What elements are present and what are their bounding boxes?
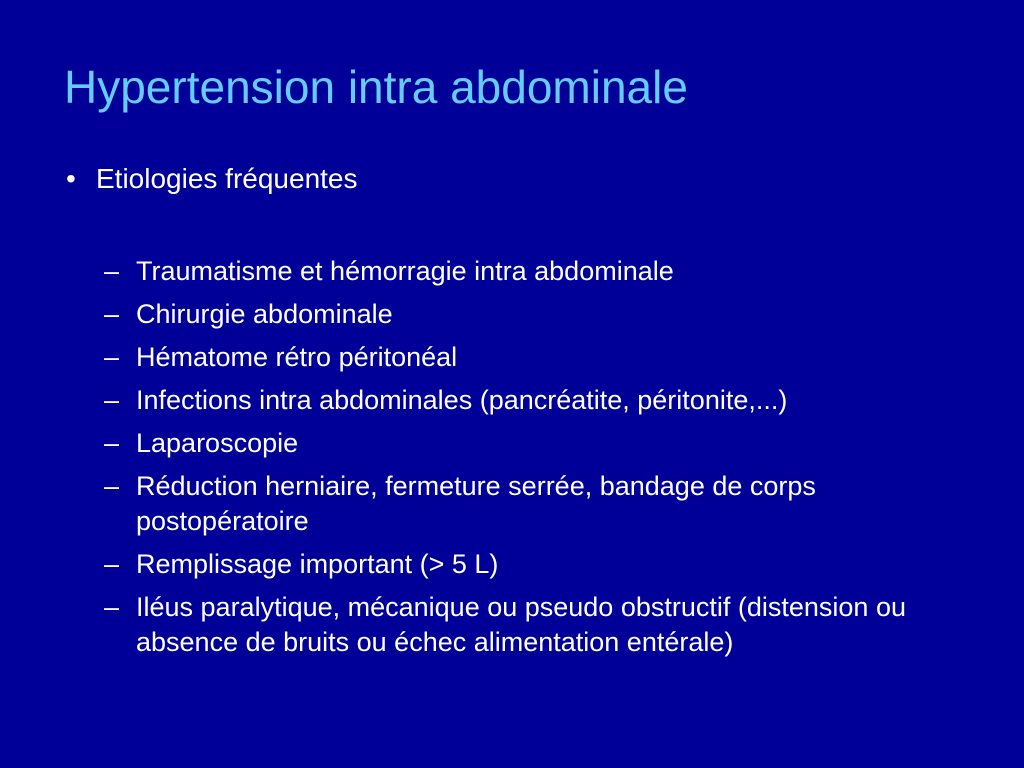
sub-bullet-item	[104, 547, 994, 582]
sub-bullet-item	[104, 383, 994, 418]
sub-bullet-item	[104, 254, 994, 289]
bullet-item	[66, 165, 358, 193]
sub-bullet-item	[104, 590, 994, 660]
sub-bullet-text: Laparoscopie	[136, 428, 299, 458]
slide-title: Hypertension intra abdominale	[64, 61, 688, 113]
dash-marker: –	[104, 549, 120, 579]
sub-bullet-item	[104, 426, 994, 461]
sub-bullet-text: Remplissage important (> 5 L)	[136, 549, 499, 579]
sub-bullet-text: Chirurgie abdominale	[136, 299, 393, 329]
sub-bullet-item	[104, 297, 994, 332]
dash-marker: –	[104, 428, 120, 458]
dash-marker: –	[104, 256, 120, 286]
sub-bullet-text: Réduction herniaire, fermeture serrée, bandage de corps postopératoire	[136, 471, 816, 536]
bullet-text: Etiologies fréquentes	[96, 163, 358, 194]
sub-bullet-item	[104, 340, 994, 375]
bullet-marker: •	[66, 163, 76, 194]
sub-bullet-list	[104, 254, 994, 668]
sub-bullet-text: Iléus paralytique, mécanique ou pseudo obstructif (distension ou absence de bruits ou échec alimentation entérale)	[136, 592, 906, 657]
dash-marker: –	[104, 299, 120, 329]
sub-bullet-item	[104, 469, 994, 539]
dash-marker: –	[104, 385, 120, 415]
sub-bullet-text: Traumatisme et hémorragie intra abdominale	[136, 256, 674, 286]
sub-bullet-text: Infections intra abdominales (pancréatite, péritonite,...)	[136, 385, 788, 415]
dash-marker: –	[104, 592, 120, 622]
dash-marker: –	[104, 471, 120, 501]
dash-marker: –	[104, 342, 120, 372]
sub-bullet-text: Hématome rétro péritonéal	[136, 342, 458, 372]
